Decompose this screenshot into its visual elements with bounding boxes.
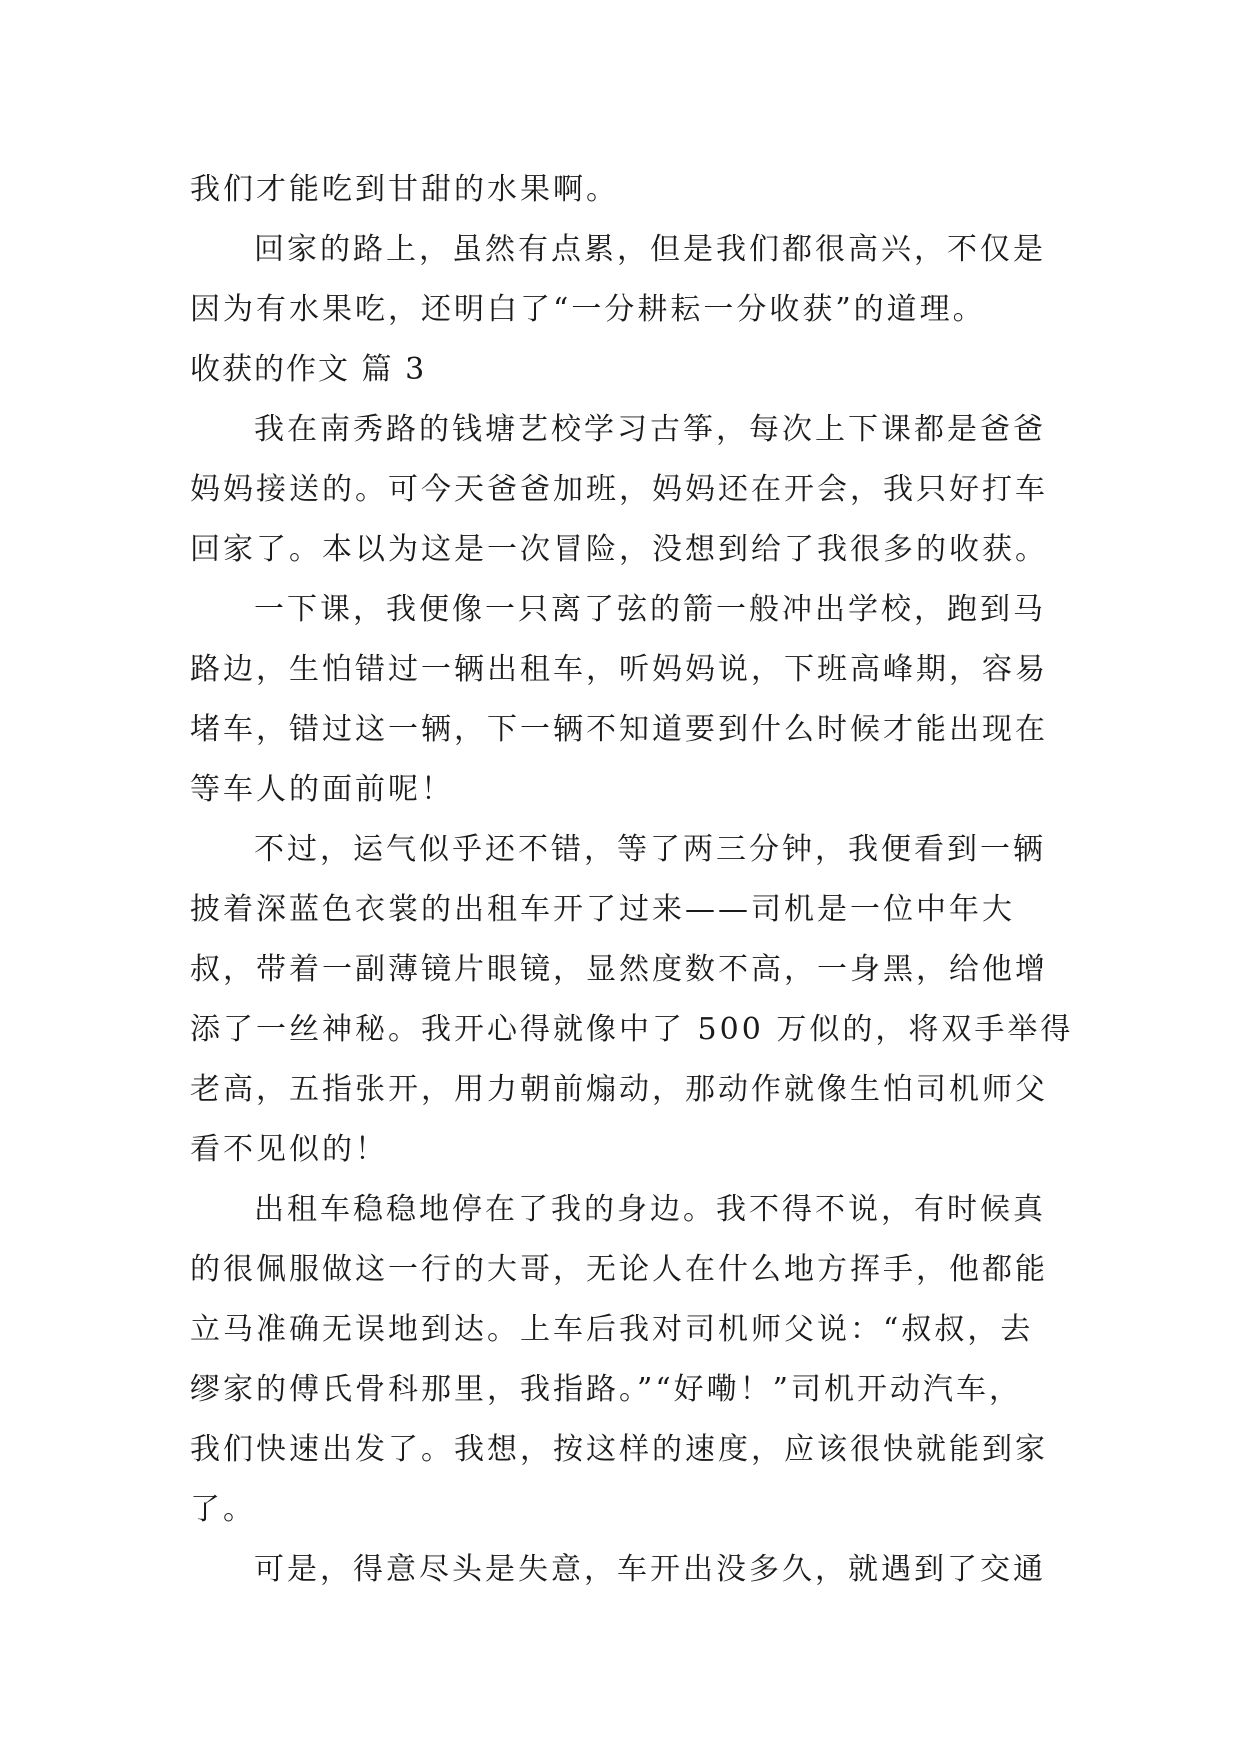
text-line: 看不见似的！ [190,1132,388,1167]
text-line: 路边，生怕错过一辆出租车，听妈妈说，下班高峰期，容易 [190,652,1048,687]
text-line: 出租车稳稳地停在了我的身边。我不得不说，有时候真 [254,1192,1046,1227]
text-line: 立马准确无误地到达。上车后我对司机师父说：“叔叔，去 [190,1312,1034,1347]
text-line: 披着深蓝色衣裳的出租车开了过来——司机是一位中年大 [190,892,1015,927]
text-line: 叔，带着一副薄镜片眼镜，显然度数不高，一身黑，给他增 [190,952,1048,987]
section-heading: 收获的作文 篇 3 [190,352,427,387]
text-line: 妈妈接送的。可今天爸爸加班，妈妈还在开会，我只好打车 [190,472,1048,507]
text-line: 了。 [190,1492,256,1527]
text-line: 可是，得意尽头是失意，车开出没多久，就遇到了交通 [254,1552,1046,1587]
text-line: 我们才能吃到甘甜的水果啊。 [190,172,619,207]
text-line: 一下课，我便像一只离了弦的箭一般冲出学校，跑到马 [254,592,1046,627]
text-line: 我在南秀路的钱塘艺校学习古筝，每次上下课都是爸爸 [254,412,1046,447]
text-line: 老高，五指张开，用力朝前煽动，那动作就像生怕司机师父 [190,1072,1048,1107]
text-line: 我们快速出发了。我想，按这样的速度，应该很快就能到家 [190,1432,1048,1467]
text-line: 添了一丝神秘。我开心得就像中了 500 万似的，将双手举得 [190,1012,1074,1047]
text-line: 的很佩服做这一行的大哥，无论人在什么地方挥手，他都能 [190,1252,1048,1287]
text-line: 堵车，错过这一辆，下一辆不知道要到什么时候才能出现在 [190,712,1048,747]
text-line: 回家了。本以为这是一次冒险，没想到给了我很多的收获。 [190,532,1048,567]
text-line: 回家的路上，虽然有点累，但是我们都很高兴，不仅是 [254,232,1046,267]
text-line: 不过，运气似乎还不错，等了两三分钟，我便看到一辆 [254,832,1046,867]
document-body [190,160,1074,1600]
text-line: 缪家的傅氏骨科那里，我指路。”“好嘞！”司机开动汽车， [190,1372,1023,1407]
text-line: 等车人的面前呢！ [190,772,454,807]
text-line: 因为有水果吃，还明白了“一分耕耘一分收获”的道理。 [190,292,986,327]
